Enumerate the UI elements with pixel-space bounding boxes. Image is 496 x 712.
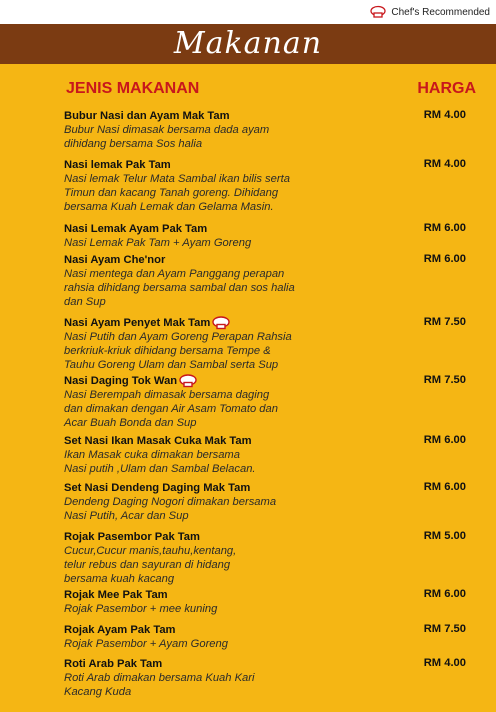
menu-item-price: RM 7.50 [423,623,466,635]
chef-hat-icon [212,316,230,330]
menu-item-name: Rojak Mee Pak Tam [64,589,168,601]
menu-item-description: Nasi Putih dan Ayam Goreng Perapan Rahsia berkriuk-kriuk dihidang bersama Tempe & Tauhu Goreng Ulam dan Sambal serta Sup [64,331,292,371]
menu-item-description: Cucur,Cucur manis,tauhu,kentang, telur rebus dan sayuran di hidang bersama kuah kacang [64,545,237,585]
menu-item-name: Nasi Daging Tok Wan [64,375,178,387]
menu-item [64,481,476,523]
menu-item-description: Nasi lemak Telur Mata Sambal ikan bilis serta Timun dan kacang Tanah goreng. Dihidang bersama Kuah Lemak dan Gelama Masin. [64,173,290,213]
menu-item-name: Nasi Lemak Ayam Pak Tam [64,223,208,235]
menu-item [64,530,476,586]
menu-item-name: Set Nasi Dendeng Daging Mak Tam [64,482,251,494]
menu-item-description: Dendeng Daging Nogori dimakan bersama Nasi Putih, Acar dan Sup [64,496,277,522]
top-bar [0,0,496,24]
menu-item-name: Rojak Ayam Pak Tam [64,624,176,636]
menu-item-price: RM 7.50 [423,316,466,328]
menu-item-description: Nasi mentega dan Ayam Panggang perapan rahsia dihidang bersama sambal dan sos halia dan Sup [64,268,295,308]
menu-item-price: RM 6.00 [423,253,466,265]
menu-item-name: Nasi Ayam Penyet Mak Tam [64,317,211,329]
menu-item [64,657,476,699]
menu-item-price: RM 4.00 [423,109,466,121]
menu-item-name: Roti Arab Pak Tam [64,658,163,670]
menu-item-name: Rojak Pasembor Pak Tam [64,531,200,543]
menu-item-price: RM 4.00 [423,158,466,170]
column-header-price: HARGA [417,80,476,97]
menu-item [64,623,476,651]
chef-hat-icon [179,374,197,388]
menu-item-price: RM 6.00 [423,481,466,493]
menu-item [64,222,476,250]
section-banner [0,24,496,64]
menu-item-description: Roti Arab dimakan bersama Kuah Kari Kacang Kuda [64,672,255,698]
menu-item-price: RM 7.50 [423,374,466,386]
menu-item-price: RM 6.00 [423,434,466,446]
menu-item-description: Rojak Pasembor + Ayam Goreng [64,638,228,650]
menu-item [64,374,476,430]
menu-item-description: Bubur Nasi dimasak bersama dada ayam dihidang bersama Sos halia [64,124,270,150]
menu-item-name: Nasi lemak Pak Tam [64,159,171,171]
column-header-food: JENIS MAKANAN [66,80,200,97]
menu-item-price: RM 4.00 [423,657,466,669]
menu-item [64,253,476,309]
menu-item-price: RM 5.00 [423,530,466,542]
menu-item-name: Set Nasi Ikan Masak Cuka Mak Tam [64,435,252,447]
chef-recommended-badge [370,5,490,19]
menu-item-description: Ikan Masak cuka dimakan bersama Nasi putih ,Ulam dan Sambal Belacan. [64,449,256,475]
menu-item [64,109,476,151]
menu-item [64,158,476,214]
menu-item-name: Bubur Nasi dan Ayam Mak Tam [64,110,230,122]
menu-item-name: Nasi Ayam Che'nor [64,254,166,266]
menu-item [64,588,476,616]
menu-item-price: RM 6.00 [423,222,466,234]
menu-item [64,434,476,476]
menu-item-price: RM 6.00 [423,588,466,600]
menu-item-description: Nasi Lemak Pak Tam + Ayam Goreng [64,237,252,249]
menu-item-description: Nasi Berempah dimasak bersama daging dan dimakan dengan Air Asam Tomato dan Acar Buah Bonda dan Sup [64,389,278,429]
menu-item [64,316,476,372]
section-title: Makanan [173,26,323,61]
menu-item-description: Rojak Pasembor + mee kuning [64,603,218,615]
chef-recommended-label: Chef's Recommended [391,6,490,18]
chef-hat-icon [370,5,386,19]
